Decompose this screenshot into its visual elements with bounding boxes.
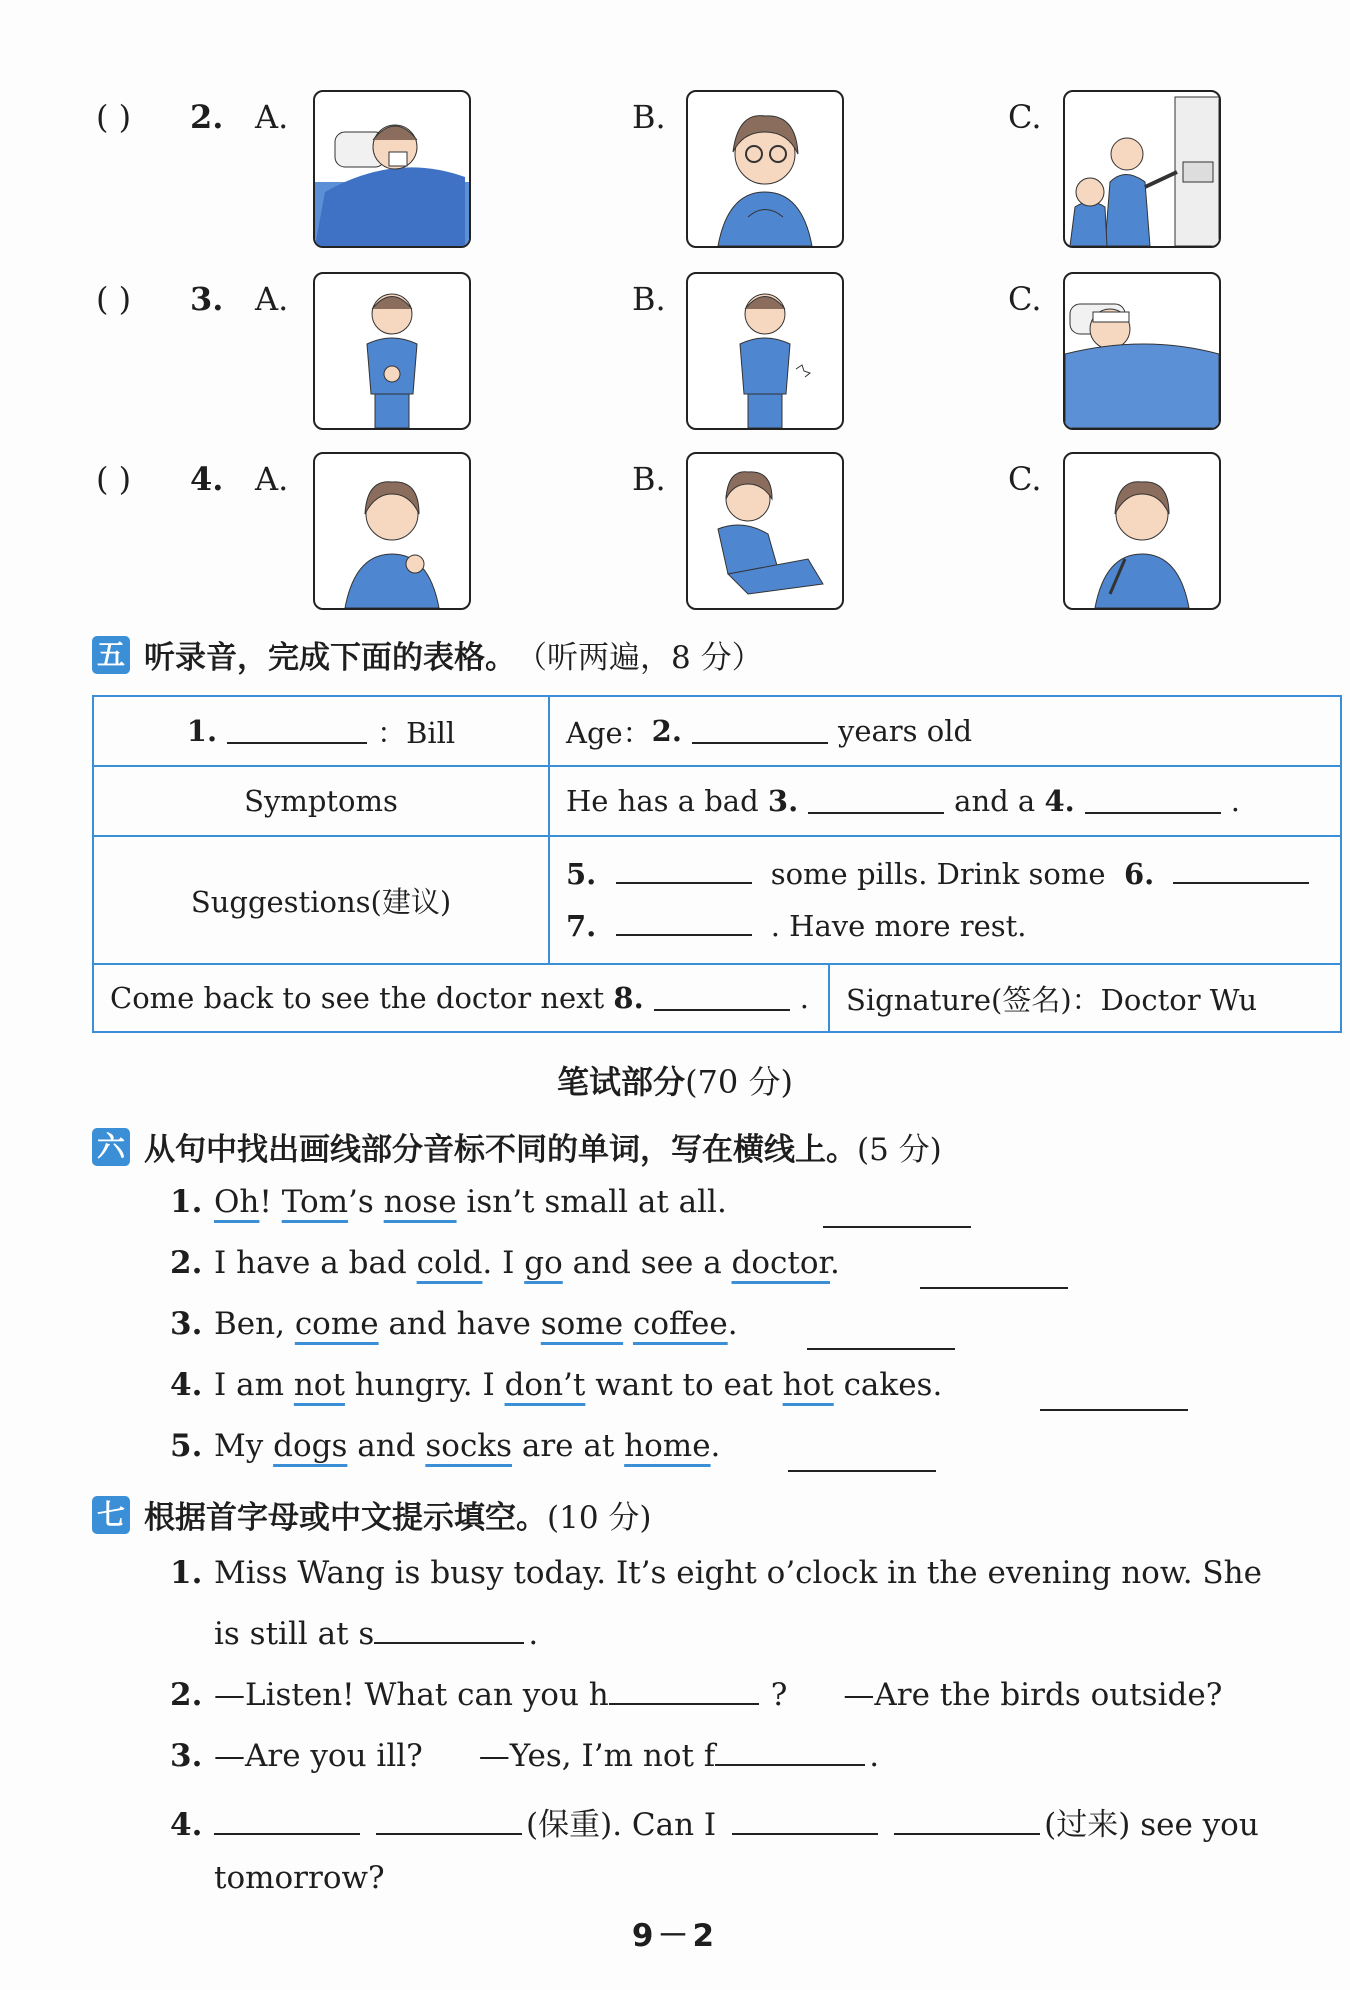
option-c-label: C.	[1008, 460, 1042, 498]
pills-text: some pills. Drink some	[770, 857, 1106, 891]
answer-line-6-4[interactable]	[1040, 1409, 1188, 1411]
section-title: 从句中找出画线部分音标不同的单词，写在横线上。	[144, 1132, 857, 1168]
text: Ben,	[214, 1306, 295, 1342]
fill-item-3	[170, 1738, 879, 1774]
picture-girl-with-thermometer[interactable]	[1063, 452, 1221, 610]
item-number: 4.	[170, 1367, 203, 1403]
table-row	[94, 697, 1340, 767]
option-b-label: B.	[632, 98, 666, 136]
suggestions-label: Suggestions(建议)	[190, 884, 452, 919]
item-text: tomorrow?	[214, 1860, 385, 1896]
text: .	[710, 1428, 721, 1464]
answer-line-6-2[interactable]	[920, 1287, 1068, 1289]
item-text: —Are you ill?	[214, 1738, 423, 1774]
option-a-label: A.	[255, 280, 289, 318]
period: .	[528, 1616, 539, 1652]
period: .	[1230, 784, 1240, 818]
phonics-item-1	[170, 1184, 727, 1220]
answer-blank-4[interactable]	[1085, 788, 1221, 814]
answer-blank-7-3[interactable]	[715, 1740, 865, 1766]
underlined-word: Oh	[214, 1184, 260, 1220]
written-title-score: (70 分)	[685, 1063, 793, 1101]
rest-text: . Have more rest.	[770, 909, 1027, 943]
answer-blank-7-1[interactable]	[374, 1618, 524, 1644]
table-row	[94, 767, 1340, 837]
table-row	[94, 965, 1340, 1031]
section-5-header	[92, 632, 763, 677]
question-number: 2.	[190, 98, 224, 136]
years-text: years old	[837, 714, 973, 748]
option-a-label: A.	[255, 98, 289, 136]
question-number: 3.	[190, 280, 224, 318]
blank-number: 2.	[651, 714, 682, 748]
underlined-word: some	[540, 1306, 624, 1342]
underlined-word: Tom	[281, 1184, 349, 1220]
answer-line-6-3[interactable]	[807, 1348, 955, 1350]
listening-table	[92, 695, 1342, 1033]
picture-girl-hurt-knee[interactable]	[686, 452, 844, 610]
text: .	[829, 1245, 840, 1281]
phonics-item-5	[170, 1428, 720, 1464]
text: I have a bad	[214, 1245, 417, 1281]
text: and see a	[562, 1245, 732, 1281]
answer-blank-6[interactable]	[1173, 858, 1309, 884]
blank-number: 6.	[1123, 857, 1155, 891]
item-text: is still at s	[214, 1616, 375, 1652]
answer-blank-2[interactable]	[692, 718, 828, 744]
answer-blank-5[interactable]	[616, 858, 752, 884]
item-number: 2.	[170, 1677, 203, 1713]
underlined-word: doctor	[731, 1245, 830, 1281]
item-number: 1.	[170, 1184, 203, 1220]
table-row	[94, 837, 1340, 965]
item-text: (保重). Can I	[526, 1807, 717, 1843]
picture-coughing-girl[interactable]	[686, 90, 844, 248]
text: My	[214, 1428, 274, 1464]
section-score: （听两遍，8 分）	[516, 640, 763, 676]
blank-number: 5.	[566, 857, 597, 891]
blank-number: 1.	[186, 714, 218, 748]
item-text: Miss Wang is busy today. It’s eight o’clock in the evening now. She	[214, 1555, 1262, 1591]
signature-text: Signature(签名)：Doctor Wu	[846, 982, 1258, 1017]
blank-number: 3.	[767, 784, 799, 818]
section-score: (10 分)	[547, 1500, 652, 1536]
text: cakes.	[833, 1367, 943, 1403]
answer-blank-7[interactable]	[616, 910, 752, 936]
period: .	[799, 981, 809, 1015]
answer-paren[interactable]: ( )	[96, 98, 132, 136]
symptoms-text: He has a bad	[566, 784, 759, 818]
item-number: 4.	[170, 1807, 203, 1843]
section-badge: 七	[92, 1496, 130, 1534]
picture-mother-pointing-to-door[interactable]	[1063, 90, 1221, 248]
underlined-word: socks	[425, 1428, 513, 1464]
section-title: 听录音，完成下面的表格。	[144, 640, 516, 676]
underlined-word: dogs	[273, 1428, 348, 1464]
period: .	[869, 1738, 880, 1774]
item-number: 3.	[170, 1738, 203, 1774]
fill-item-1-cont	[214, 1616, 538, 1652]
option-c-label: C.	[1008, 98, 1042, 136]
text: isn’t small at all.	[456, 1184, 727, 1220]
text: . I	[482, 1245, 525, 1281]
picture-boy-backache[interactable]	[686, 272, 844, 430]
text: and	[347, 1428, 426, 1464]
section-score: (5 分)	[857, 1132, 942, 1168]
section-title: 根据首字母或中文提示填空。	[144, 1500, 547, 1536]
underlined-word: nose	[383, 1184, 457, 1220]
and-text: and a	[954, 784, 1036, 818]
item-number: 1.	[170, 1555, 203, 1591]
option-b-label: B.	[632, 280, 666, 318]
blank-number: 8.	[613, 981, 644, 1015]
item-text: (过来) see you	[1044, 1807, 1259, 1843]
item-text: —Yes, I’m not f	[478, 1738, 716, 1774]
text: hungry. I	[344, 1367, 505, 1403]
underlined-word: coffee	[632, 1306, 728, 1342]
picture-sneezing-in-bed[interactable]	[313, 90, 471, 248]
answer-blank-8[interactable]	[654, 985, 790, 1011]
underlined-word: go	[524, 1245, 563, 1281]
answer-blank-7-2[interactable]	[609, 1679, 759, 1705]
phonics-item-3	[170, 1306, 738, 1342]
picture-boy-fever-in-bed[interactable]	[1063, 272, 1221, 430]
underlined-word: don’t	[504, 1367, 586, 1403]
picture-question-3	[0, 272, 1350, 432]
picture-question-2	[0, 90, 1350, 250]
answer-blank-7-4d[interactable]	[894, 1809, 1040, 1835]
answer-blank-7-4a[interactable]	[214, 1809, 360, 1835]
section-badge: 六	[92, 1128, 130, 1166]
blank-number: 7.	[566, 909, 597, 943]
fill-item-2	[170, 1677, 1222, 1713]
item-number: 2.	[170, 1245, 203, 1281]
age-label: Age：	[566, 715, 652, 750]
answer-paren[interactable]: ( )	[96, 460, 132, 498]
item-text: —Are the birds outside?	[843, 1677, 1223, 1713]
text: .	[727, 1306, 738, 1342]
written-title-text: 笔试部分	[557, 1063, 686, 1101]
underlined-word: home	[624, 1428, 711, 1464]
item-number: 5.	[170, 1428, 203, 1464]
item-number: 3.	[170, 1306, 203, 1342]
section-badge: 五	[92, 636, 130, 674]
text: and have	[378, 1306, 541, 1342]
phonics-item-4	[170, 1367, 942, 1403]
answer-blank-7-4b[interactable]	[376, 1809, 522, 1835]
section-6-header	[92, 1124, 942, 1169]
underlined-word: come	[294, 1306, 379, 1342]
text: want to eat	[585, 1367, 783, 1403]
written-part-title	[0, 1057, 1350, 1103]
text	[623, 1306, 633, 1342]
option-a-label: A.	[255, 460, 289, 498]
answer-paren[interactable]: ( )	[96, 280, 132, 318]
text: !	[259, 1184, 282, 1220]
text: ’s	[348, 1184, 384, 1220]
text: I am	[214, 1367, 294, 1403]
answer-blank-1[interactable]	[227, 718, 367, 744]
question-mark: ?	[770, 1677, 788, 1713]
underlined-word: hot	[782, 1367, 834, 1403]
phonics-item-2	[170, 1245, 840, 1281]
symptoms-label: Symptoms	[244, 784, 398, 818]
blank-number: 4.	[1044, 784, 1075, 818]
option-c-label: C.	[1008, 280, 1042, 318]
answer-line-6-5[interactable]	[788, 1470, 936, 1472]
text: are at	[512, 1428, 625, 1464]
fill-item-1	[170, 1555, 1262, 1591]
answer-blank-7-4c[interactable]	[732, 1809, 878, 1835]
fill-item-4-cont	[214, 1860, 385, 1896]
item-text: —Listen! What can you h	[214, 1677, 609, 1713]
answer-line-6-1[interactable]	[823, 1226, 971, 1228]
picture-question-4	[0, 452, 1350, 612]
picture-boy-stomachache[interactable]	[313, 272, 471, 430]
page-number: 9－2	[631, 1918, 719, 1954]
underlined-word: cold	[416, 1245, 483, 1281]
option-b-label: B.	[632, 460, 666, 498]
question-number: 4.	[190, 460, 224, 498]
name-text: ：Bill	[377, 715, 456, 750]
answer-blank-3[interactable]	[808, 788, 944, 814]
come-back-text: Come back to see the doctor next	[110, 981, 605, 1015]
fill-item-4	[170, 1799, 1259, 1844]
section-7-header	[92, 1492, 652, 1537]
picture-girl-hurt-finger[interactable]	[313, 452, 471, 610]
underlined-word: not	[293, 1367, 345, 1403]
